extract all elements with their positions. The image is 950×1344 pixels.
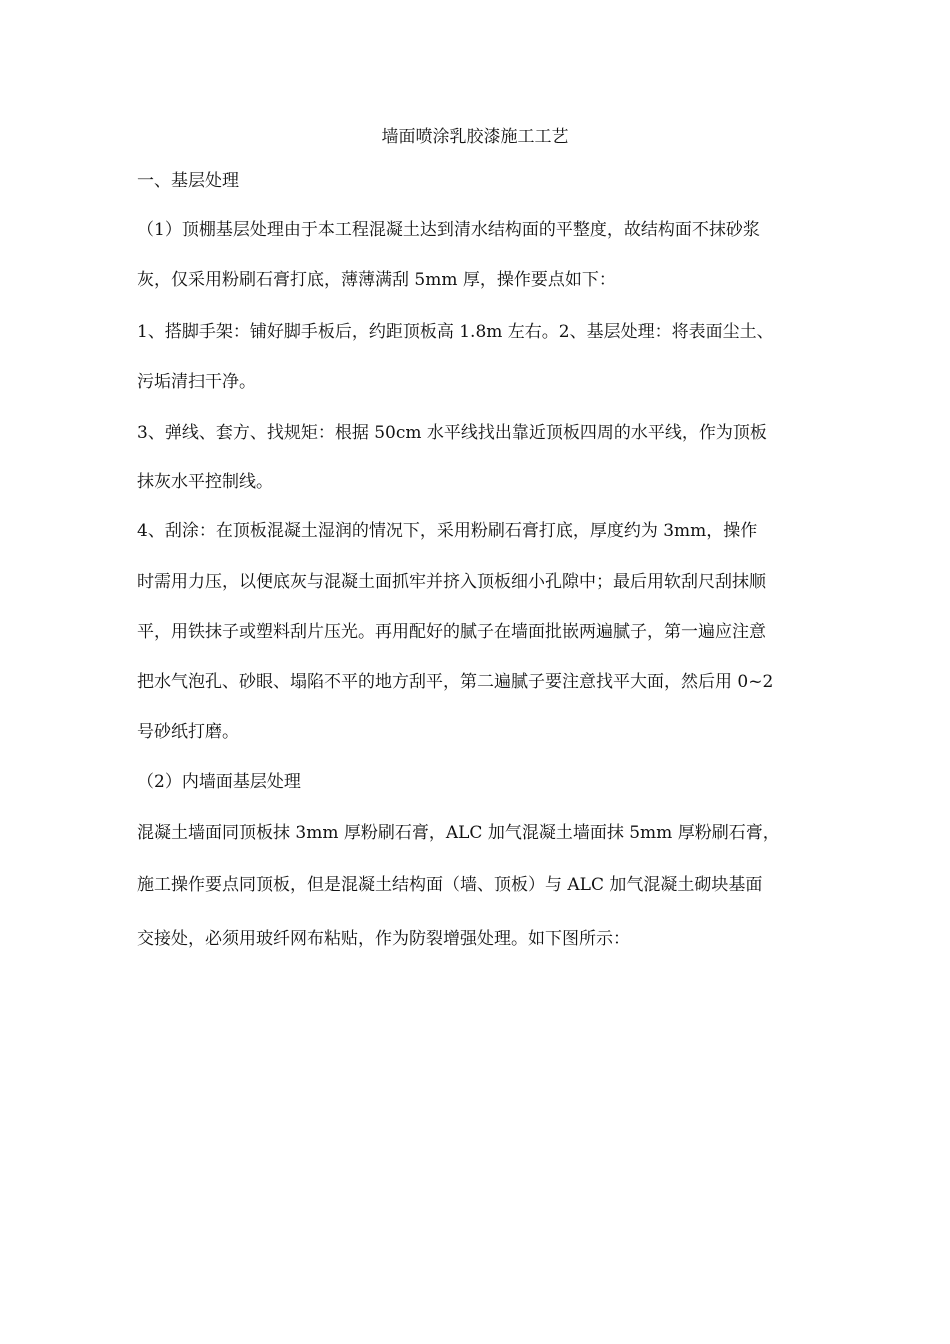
paragraph-line: 1、搭脚手架：铺好脚手板后，约距顶板高 1.8m 左右。2、基层处理：将表面尘土、 (137, 322, 774, 342)
document-title: 墙面喷涂乳胶漆施工工艺 (381, 127, 569, 147)
paragraph-line: 把水气泡孔、砂眼、塌陷不平的地方刮平，第二遍腻子要注意找平大面，然后用 0~2 (137, 672, 774, 692)
paragraph-line: 施工操作要点同顶板，但是混凝土结构面（墙、顶板）与 ALC 加气混凝土砌块基面 (137, 875, 763, 895)
paragraph-line: （1）顶棚基层处理由于本工程混凝土达到清水结构面的平整度，故结构面不抹砂浆 (137, 220, 760, 240)
paragraph-line: 3、弹线、套方、找规矩：根据 50cm 水平线找出靠近顶板四周的水平线，作为顶板 (137, 423, 767, 443)
paragraph-line: 灰，仅采用粉刷石膏打底，薄薄满刮 5mm 厚，操作要点如下： (137, 270, 616, 290)
paragraph-line: 抹灰水平控制线。 (137, 472, 273, 492)
paragraph-line: 号砂纸打磨。 (137, 722, 239, 742)
subsection-heading: （2）内墙面基层处理 (137, 772, 301, 792)
section-heading: 一、基层处理 (137, 171, 239, 191)
paragraph-line: 污垢清扫干净。 (137, 372, 256, 392)
paragraph-line: 平，用铁抹子或塑料刮片压光。再用配好的腻子在墙面批嵌两遍腻子，第一遍应注意 (137, 622, 766, 642)
paragraph-line: 时需用力压，以便底灰与混凝土面抓牢并挤入顶板细小孔隙中；最后用软刮尺刮抹顺 (137, 572, 766, 592)
paragraph-line: 混凝土墙面同顶板抹 3mm 厚粉刷石膏，ALC 加气混凝土墙面抹 5mm 厚粉刷石膏， (137, 823, 780, 843)
paragraph-line: 4、刮涂：在顶板混凝土湿润的情况下，采用粉刷石膏打底，厚度约为 3mm，操作 (137, 521, 758, 541)
paragraph-line: 交接处，必须用玻纤网布粘贴，作为防裂增强处理。如下图所示： (137, 929, 630, 949)
